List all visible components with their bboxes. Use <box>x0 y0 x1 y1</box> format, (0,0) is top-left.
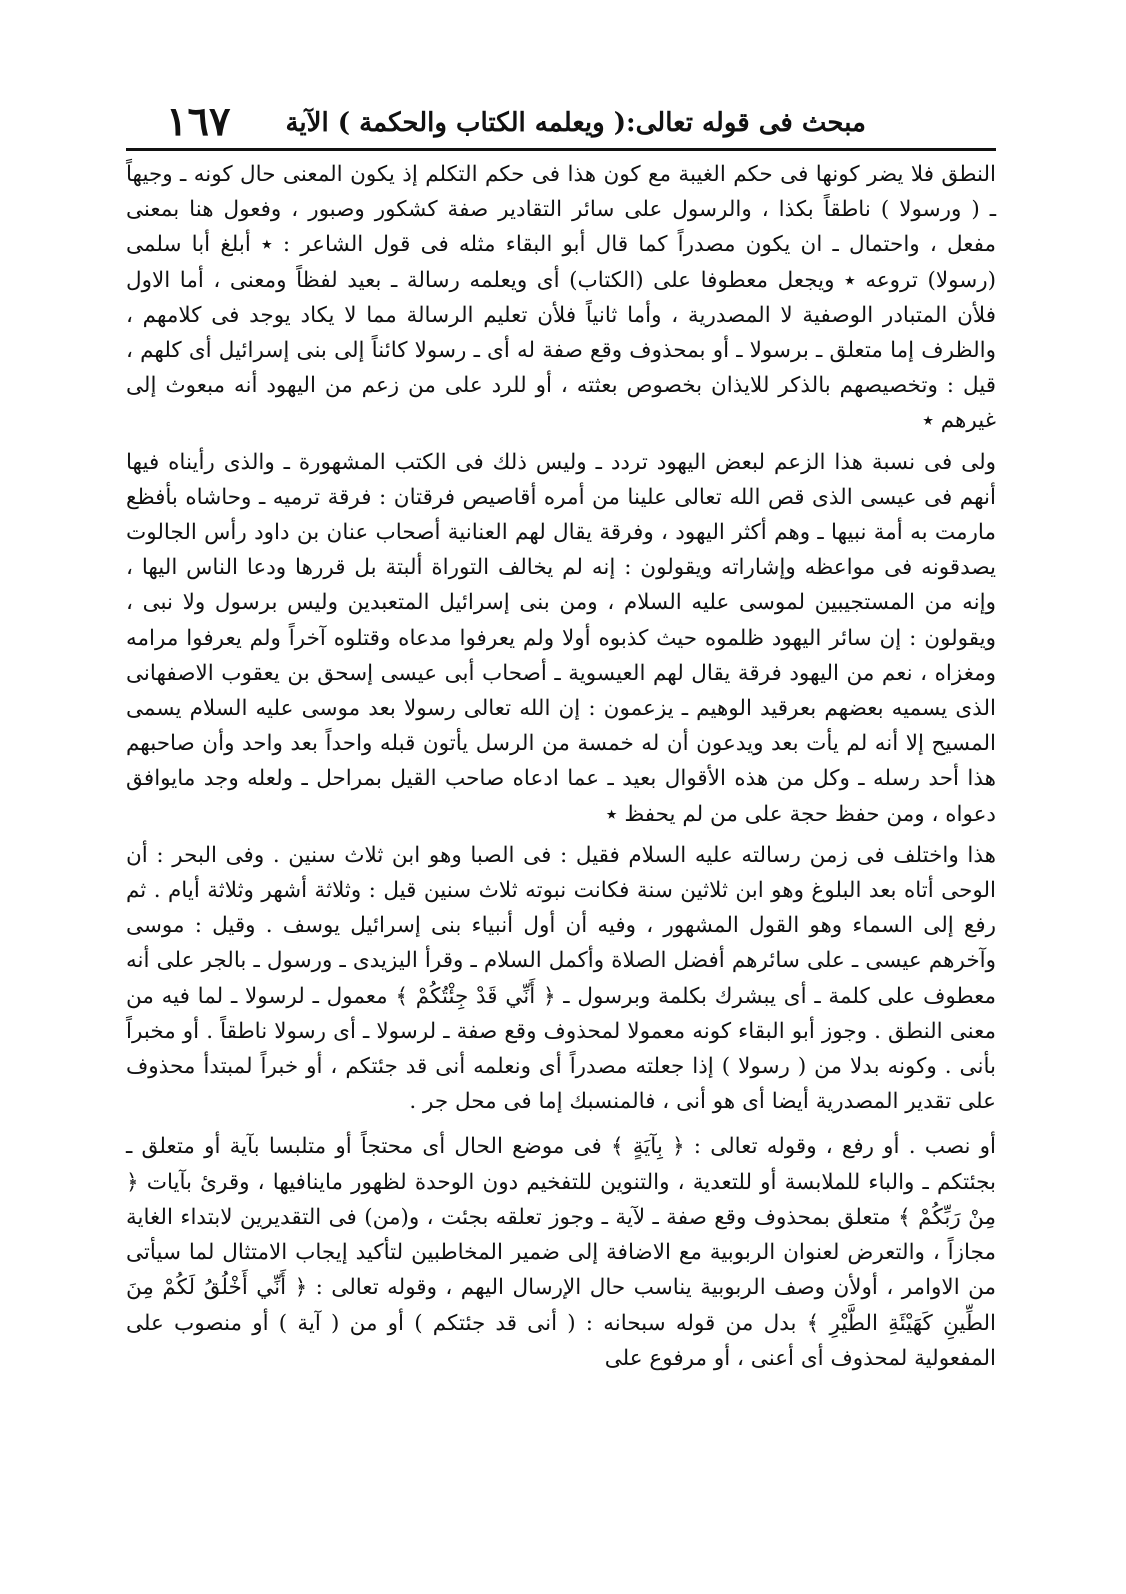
paragraph: أو نصب . أو رفع ، وقوله تعالى : ﴿ بِآيَةٍ ﴾ فى موضع الحال أى محتجاً أو متلبسا بآية أو متعلق ـ بجئتكم ـ والباء للملابسة أو للتعدية ، والتنوين للتفخيم دون الوحدة لظهور ماينافيها ، وقرئ بآيات ﴿ مِنْ رَبِّكُمْ ﴾ متعلق بمحذوف وقع صفة ـ لآية ـ وجوز تعلقه بجئت ، و(من) فى التقديرين لابتداء الغاية مجازاً ، والتعرض لعنوان الربوبية مع الاضافة إلى ضمير المخاطبين لتأكيد إيجاب الامتثال لما سيأتى من الاوامر ، أولأن وصف الربوبية يناسب حال الإرسال اليهم ، وقوله تعالى : ﴿ أَنِّي أَخْلُقُ لَكُمْ مِنَ الطِّينِ كَهَيْئَةِ الطَّيْرِ ﴾ بدل من قوله سبحانه : ( أنى قد جئتكم ) أو من ( آية ) أو منصوب على المفعولية لمحذوف أى أعنى ، أو مرفوع على <box>126 1134 996 1371</box>
page-number: ١٦٧ <box>166 98 231 145</box>
paragraph: النطق فلا يضر كونها فى حكم الغيبة مع كون هذا فى حكم التكلم إذ يكون المعنى حال كونه ـ وجيهاً ـ ( ورسولا ) ناطقاً بكذا ، والرسول على سائر التقادير صفة كشكور وصبور ، وفعول هنا بمعنى مفعل ، واحتمال ـ ان يكون مصدراً كما قال أبو البقاء مثله فى قول الشاعر : ٭ أبلغ أبا سلمى (رسولا) تروعه ٭ ويجعل معطوفا على (الكتاب) أى ويعلمه رسالة ـ بعيد لفظاً ومعنى ، أما الاول فلأن المتبادر الوصفية لا المصدرية ، وأما ثانياً فلأن تعليم الرسالة مما لا يكاد يوجد فى كلامهم ، والظرف إما متعلق ـ برسولا ـ أو بمحذوف وقع صفة له أى ـ رسولا كائناً إلى بنى إسرائيل أى كلهم ، قيل : وتخصيصهم بالذكر للايذان بخصوص بعثته ، أو للرد على من زعم من اليهود أنه مبعوث إلى غيرهم ٭ <box>126 162 996 434</box>
body-text <box>126 157 996 1376</box>
header-rule <box>126 148 996 151</box>
running-title: مبحث فى قوله تعالى:( ويعلمه الكتاب والحكمة ) الآية <box>285 108 866 138</box>
paragraph: ولى فى نسبة هذا الزعم لبعض اليهود تردد ـ وليس ذلك فى الكتب المشهورة ـ والذى رأيناه فيها أنهم فى عيسى الذى قص الله تعالى علينا من أمره أقاصيص فرقتان : فرقة ترميه ـ وحاشاه بأفظع مارمت به أمة نبيها ـ وهم أكثر اليهود ، وفرقة يقال لهم العنانية أصحاب عنان بن داود رأس الجالوت يصدقونه فى مواعظه وإشاراته ويقولون : إنه لم يخالف التوراة ألبتة بل قررها ودعا الناس اليها ، وإنه من المستجيبين لموسى عليه السلام ، ومن بنى إسرائيل المتعبدين وليس برسول ولا نبى ، ويقولون : إن سائر اليهود ظلموه حيث كذبوه أولا ولم يعرفوا مدعاه وقتلوه آخراً ولم يعرفوا مرامه ومغزاه ، نعم من اليهود فرقة يقال لهم العيسوية ـ أصحاب أبى عيسى إسحق بن يعقوب الاصفهانى الذى يسميه بعضهم بعرقيد الوهيم ـ يزعمون : إن الله تعالى رسولا بعد موسى عليه السلام يسمى المسيح إلا أنه لم يأت بعد ويدعون أن له خمسة من الرسل يأتون قبله واحداً بعد واحد وأن صاحبهم هذا أحد رسله ـ وكل من هذه الأقوال بعيد ـ عما ادعاه صاحب القيل بمراحل ـ ولعله وجد مايوافق دعواه ، ومن حفظ حجة على من لم يحفظ ٭ <box>126 449 996 827</box>
paragraph: هذا واختلف فى زمن رسالته عليه السلام فقيل : فى الصبا وهو ابن ثلاث سنين . وفى البحر : أن الوحى أتاه بعد البلوغ وهو ابن ثلاثين سنة فكانت نبوته ثلاث سنين قيل : وثلاثة أشهر وثلاثة أيام . ثم رفع إلى السماء وهو القول المشهور ، وفيه أن أول أنبياء بنى إسرائيل يوسف . وقيل : موسى وآخرهم عيسى ـ على سائرهم أفضل الصلاة وأكمل السلام ـ وقرأ اليزيدى ـ ورسول ـ بالجر على أنه معطوف على كلمة ـ أى يبشرك بكلمة وبرسول ـ ﴿ أَنِّي قَدْ جِئْتُكُمْ ﴾ معمول ـ لرسولا ـ لما فيه من معنى النطق . وجوز أبو البقاء كونه معمولا لمحذوف وقع صفة ـ لرسولا ـ أى رسولا ناطقاً . أو مخبراً بأنى . وكونه بدلا من ( رسولا ) إذا جعلته مصدراً أى ونعلمه أنى قد جئتكم ، أو خبراً لمبتدأ محذوف على تقدير المصدرية أيضا أى هو أنى ، فالمنسبك إما فى محل جر . <box>126 842 996 1115</box>
page-header <box>126 92 996 148</box>
